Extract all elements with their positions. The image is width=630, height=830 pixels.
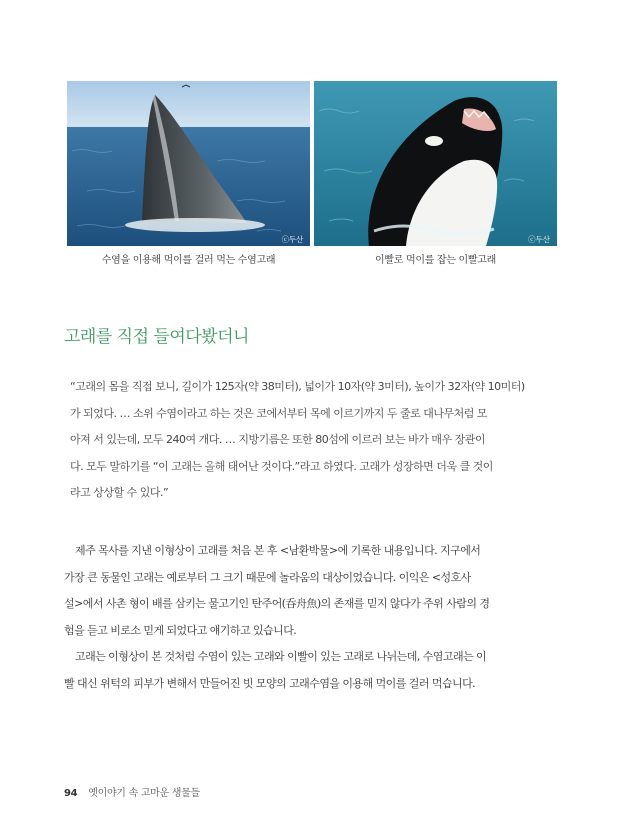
baleen-whale-illustration [67,81,310,246]
body-line: 가장 큰 동물인 고래는 예로부터 그 크기 때문에 놀라움의 대상이었습니다. 이익은 <성호사 [64,570,471,584]
quote-line: 라고 상상할 수 있다.” [70,486,169,499]
quote-line: 가 되었다. … 소위 수염이라고 하는 것은 코에서부터 목에 이르기까지 두 줄로 대나무처럼 모 [70,406,487,420]
photo-credit: ⓒ두산 [281,235,303,244]
photo-baleen-whale [67,81,310,246]
toothed-whale-illustration [314,81,557,246]
photo-credit: ⓒ두산 [528,235,550,244]
photo-toothed-whale [314,81,557,246]
quote-line: 아져 서 있는데, 모두 240여 개다. … 지방기름은 또한 80섬에 이르러 보는 바가 매우 장관이 [70,433,485,446]
photo-caption-toothed: 이빨로 먹이를 잡는 이빨고래 [375,255,496,266]
quote-line: 다. 모두 말하기를 “이 고래는 올해 태어난 것이다.”라고 하였다. 고래가 성장하면 더욱 클 것이 [70,459,493,473]
page-footer [64,784,200,799]
photo-caption-baleen: 수염을 이용해 먹이를 걸러 먹는 수염고래 [101,255,276,266]
body-line: 험을 듣고 비로소 믿게 되었다고 얘기하고 있습니다. [64,623,297,637]
body-line: 빨 대신 위턱의 피부가 변해서 만들어진 빗 모양의 고래수염을 이용해 먹이를 걸러 먹습니다. [64,676,476,690]
body-line: 고래는 이형상이 본 것처럼 수염이 있는 고래와 이빨이 있는 고래로 나뉘는데, 수염고래는 이 [75,650,487,663]
section-title: 고래를 직접 들여다봤더니 [64,327,249,347]
quote-line: “고래의 몸을 직접 보니, 길이가 125자(약 38미터), 넓이가 10자(약 3미터), 높이가 32자(약 10미터) [70,380,525,393]
body-line: 제주 목사를 지낸 이형상이 고래를 처음 본 후 <남환박물>에 기록한 내용입니다. 지구에서 [75,544,481,557]
quote-block [70,374,560,507]
body-paragraphs [64,538,564,697]
book-title: 옛이야기 속 고마운 생물들 [88,788,200,799]
body-line: 설>에서 사촌 형이 배를 삼키는 물고기인 탄주어(呑舟魚)의 존재를 믿지 않다가 주위 사람의 경 [64,597,490,610]
page-number: 94 [64,788,78,799]
